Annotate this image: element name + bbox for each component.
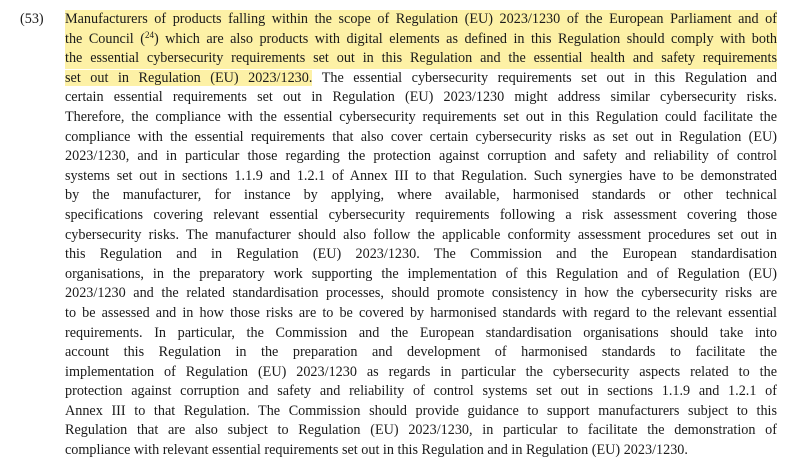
footnote-reference[interactable]: 24 bbox=[144, 29, 154, 40]
recital-number: (53) bbox=[20, 11, 44, 27]
text-line: the Council ( bbox=[65, 30, 145, 47]
text-line: the essential cybersecurity requirements set out in this Regulation and the essential health and safety requirements bbox=[65, 50, 777, 67]
text-line-9: systems set out in sections 1.1.9 and 1.2.1 of Annex III to that Regulation. Such synergies have to be demonstrated bbox=[65, 167, 777, 184]
text-line-7: compliance with the essential requirements that also cover certain cybersecurity risks as set out in Regulation (EU) bbox=[65, 128, 777, 145]
text-line-6: Therefore, the compliance with the essential cybersecurity requirements set out in this Regulation could facilitate the bbox=[65, 108, 777, 125]
highlighted-line-2 bbox=[65, 30, 777, 50]
highlighted-line-3 bbox=[65, 49, 777, 69]
text-line-21: Annex III to that Regulation. The Commission should provide guidance to support manufacturers subject to this bbox=[65, 402, 777, 419]
text-line-11: specifications covering relevant essential cybersecurity requirements following a risk assessment covering those bbox=[65, 206, 777, 223]
text-line-19: implementation of Regulation (EU) 2023/1230 as regards in particular the cybersecurity aspects related to the bbox=[65, 363, 777, 380]
text-line-5: certain essential requirements set out in Regulation (EU) 2023/1230 might address similar cybersecurity risks. bbox=[65, 89, 777, 106]
text-line-15: 2023/1230 and the related standardisation processes, should promote consistency in how the cybersecurity risks are bbox=[65, 285, 777, 302]
text-line: Manufacturers of products falling within the scope of Regulation (EU) 2023/1230 of the European Parliament and of bbox=[65, 11, 777, 27]
text-line-18: account this Regulation in the preparation and development of harmonised standards to facilitate the bbox=[65, 344, 777, 361]
text-line-12: cybersecurity risks. The manufacturer should also follow the applicable conformity assessment procedures set out in bbox=[65, 226, 777, 243]
text-line-8: 2023/1230, and in particular those regarding the protection against corruption and safety and reliability of control bbox=[65, 148, 777, 165]
mixed-line-4 bbox=[65, 69, 777, 89]
text-line: The essential cybersecurity requirements set out in this Regulation and bbox=[312, 69, 777, 86]
text-line-17: requirements. In particular, the Commission and the European standardisation organisations should take into bbox=[65, 324, 777, 341]
text-line: ) which are also products with digital elements as defined in this Regulation should comply with both bbox=[153, 30, 777, 47]
recital-paragraph bbox=[65, 10, 777, 461]
text-line-13: this Regulation and in Regulation (EU) 2023/1230. The Commission and the European standardisation bbox=[65, 246, 777, 263]
text-line-16: to be assessed and in how those risks are to be covered by harmonised standards with regard to the relevant essential bbox=[65, 304, 777, 321]
text-line-10: by the manufacturer, for instance by applying, where available, harmonised standards or other technical bbox=[65, 187, 777, 204]
text-line-14: organisations, in the preparatory work supporting the implementation of this Regulation and of Regulation (EU) bbox=[65, 265, 777, 282]
highlighted-segment: set out in Regulation (EU) 2023/1230. bbox=[65, 69, 313, 86]
text-line-22: Regulation that are also subject to Regulation (EU) 2023/1230, in particular to facilitate the demonstration of bbox=[65, 422, 777, 439]
text-line-20: protection against corruption and safety and reliability of control systems set out in sections 1.1.9 and 1.2.1 of bbox=[65, 383, 777, 400]
text-line-23: compliance with relevant essential requirements set out in this Regulation and in Regulation (EU) 2023/1230. bbox=[65, 442, 688, 459]
highlighted-line-1 bbox=[65, 10, 777, 30]
